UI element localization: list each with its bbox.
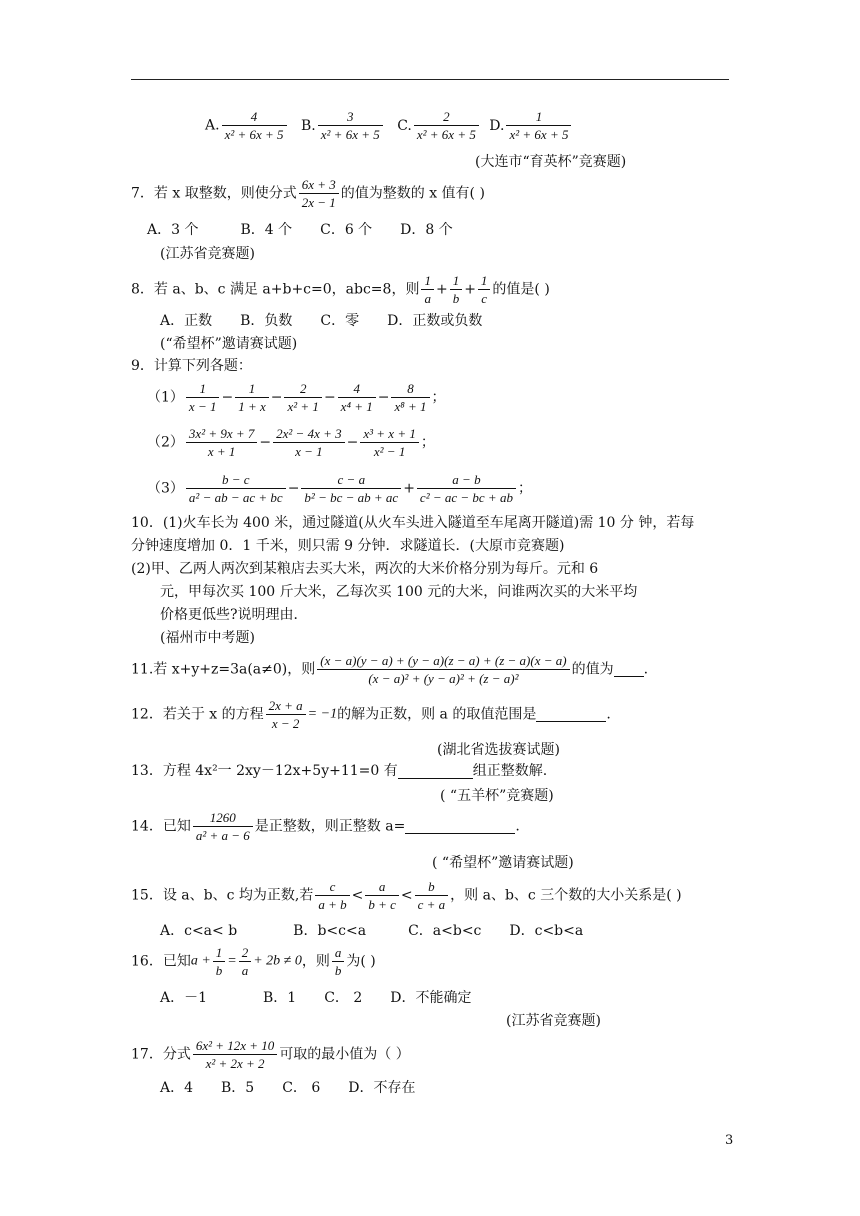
question-17 — [131, 1037, 410, 1072]
q10-line-4: 元，甲每次买 100 斤大米，乙每次买 100 元的大米，问谁两次买的大米平均 — [160, 584, 638, 600]
fraction-numerator: 4 — [222, 108, 287, 126]
fraction-numerator: a — [365, 878, 399, 896]
fraction-denominator: x − 1 — [295, 444, 323, 459]
text-run: 16．已知 — [131, 953, 191, 970]
fraction-denominator: x² + 6x + 5 — [509, 127, 569, 142]
fraction — [186, 425, 257, 460]
q9-part-3 — [147, 471, 532, 506]
fraction — [186, 471, 286, 506]
page-number: 3 — [725, 1133, 734, 1148]
source-note: (江苏省竞赛题) — [160, 246, 255, 262]
fraction-numerator: 3x² + 9x + 7 — [186, 425, 257, 443]
fraction — [266, 697, 306, 732]
fraction-numerator: 2 — [239, 944, 252, 962]
fraction — [301, 471, 401, 506]
fraction-numerator: a − b — [417, 471, 516, 489]
text-run: = — [227, 953, 237, 969]
q17-options: A．4 B．5 C． 6 D．不存在 — [160, 1080, 416, 1096]
fraction-denominator: a — [241, 963, 249, 978]
text-run: 的值是( ) — [492, 281, 550, 298]
fraction-denominator: 2x − 1 — [301, 195, 336, 210]
text-run: 14．已知 — [131, 818, 191, 835]
fraction-numerator: 1260 — [193, 809, 253, 827]
text-run: < — [400, 887, 413, 904]
text-run: < — [351, 887, 364, 904]
text-run: + — [435, 281, 448, 298]
fraction-numerator: 4 — [338, 380, 376, 398]
fraction-numerator: 6x² + 12x + 10 — [193, 1037, 277, 1055]
text-run: D. — [489, 117, 505, 134]
text-run: 17．分式 — [131, 1046, 191, 1063]
question-12 — [131, 697, 611, 732]
fraction-numerator: a — [332, 944, 345, 962]
fraction-denominator: a² − ab − ac + bc — [188, 490, 283, 505]
question-11 — [131, 652, 648, 687]
fraction-numerator: 2x + a — [266, 697, 306, 715]
text-run: − — [270, 389, 283, 406]
fraction-denominator: x² + 1 — [287, 399, 319, 414]
text-run: + — [464, 281, 476, 298]
fraction — [193, 809, 253, 844]
fraction-denominator: x² + 2x + 2 — [205, 1056, 265, 1071]
question-15 — [131, 878, 682, 913]
question-16 — [131, 944, 376, 979]
text-run: 的值为 — [571, 661, 614, 678]
fraction-denominator: x² + 6x + 5 — [416, 127, 476, 142]
fraction-numerator: 6x + 3 — [299, 176, 339, 194]
fraction-denominator: b — [334, 963, 342, 978]
text-run: + — [403, 480, 415, 497]
text-run: （3） — [147, 480, 184, 497]
source-note: (湖北省选拔赛试题) — [437, 742, 560, 758]
question-9-title: 9．计算下列各题： — [131, 358, 252, 374]
fraction-denominator: x² − 1 — [373, 444, 406, 459]
fraction — [222, 108, 287, 143]
fraction-denominator: b — [215, 963, 223, 978]
text-run: − — [377, 389, 390, 406]
text-run: 13．方程 4x²一 2xy－12x+5y+11=0 有 — [131, 763, 398, 779]
q9-part-1 — [147, 380, 446, 415]
fraction — [414, 108, 479, 143]
answer-blank — [536, 707, 606, 722]
fraction-denominator: x² + 6x + 5 — [224, 127, 284, 142]
text-run: 8．若 a、b、c 满足 a+b+c=0，abc=8，则 — [131, 281, 420, 298]
fraction — [450, 272, 463, 307]
fraction — [284, 380, 321, 415]
question-8 — [131, 272, 550, 307]
fraction — [213, 944, 226, 979]
fraction-denominator: b — [452, 291, 460, 306]
text-run: ； — [420, 434, 435, 451]
fraction — [365, 878, 399, 913]
source-note: ( “希望杯”邀请赛试题) — [432, 855, 574, 871]
fraction-numerator: c − a — [301, 471, 401, 489]
fraction-numerator: 1 — [213, 944, 226, 962]
q15-options: A．c<a< b B．b<c<a C．a<b<c D．c<b<a — [160, 923, 584, 939]
fraction-numerator: 2 — [414, 108, 479, 126]
text-run: ，则 — [301, 953, 330, 970]
text-run: . — [606, 706, 611, 723]
fraction-numerator: (x − a)(y − a) + (y − a)(z − a) + (z − a)(x − a) — [317, 652, 569, 670]
source-note: ( “五羊杯”竞赛题) — [440, 788, 554, 804]
fraction-numerator: b − c — [186, 471, 286, 489]
text-run: . — [515, 818, 520, 835]
text-run: 可取的最小值为（ ） — [279, 1046, 410, 1063]
source-note: (大连市“育英杯”竞赛题) — [475, 154, 627, 170]
fraction-denominator: x − 1 — [188, 399, 217, 414]
source-note: (“希望杯”邀请赛试题) — [160, 336, 298, 352]
text-run: 7．若 x 取整数，则使分式 — [131, 185, 297, 202]
fraction-denominator: a + b — [318, 897, 347, 912]
text-run: = −1 — [307, 706, 338, 722]
fraction-denominator: c + a — [417, 897, 446, 912]
fraction-denominator: a² + a − 6 — [195, 828, 250, 843]
fraction — [318, 108, 383, 143]
fraction-denominator: a — [424, 291, 431, 306]
fraction-numerator: 1 — [421, 272, 434, 290]
fraction-denominator: x + 1 — [207, 444, 236, 459]
fraction — [360, 425, 418, 460]
fraction-denominator: x − 2 — [271, 716, 300, 731]
q10-line-3: (2)甲、乙两人两次到某粮店去买大米，两次的大米价格分别为每斤。元和 6 — [131, 561, 599, 577]
header-rule — [131, 79, 729, 80]
text-run: 15．设 a、b、c 均为正数,若 — [131, 887, 314, 904]
text-run: A. — [205, 117, 220, 134]
fraction — [239, 944, 252, 979]
fraction — [317, 652, 569, 687]
fraction — [417, 471, 516, 506]
fraction-numerator: 1 — [450, 272, 463, 290]
fraction-denominator: c² − ac − bc + ab — [419, 490, 513, 505]
answer-blank — [614, 662, 644, 677]
text-run: − — [346, 434, 359, 451]
fraction — [299, 176, 339, 211]
fraction-denominator: x² + 6x + 5 — [320, 127, 380, 142]
fraction — [421, 272, 434, 307]
fraction-denominator: x⁸ + 1 — [394, 399, 427, 414]
answer-blank — [405, 819, 515, 834]
q10-line-5: 价格更低些?说明理由． — [160, 607, 308, 623]
q6-options — [205, 108, 573, 143]
fraction-numerator: c — [315, 878, 349, 896]
fraction — [193, 1037, 277, 1072]
source-note: (江苏省竞赛题) — [506, 1013, 601, 1029]
fraction-denominator: (x − a)² + (y − a)² + (z − a)² — [368, 671, 519, 686]
fraction-numerator: 2 — [284, 380, 321, 398]
q10-line-1: 10．(1)火车长为 400 米，通过隧道(从火车头进入隧道至车尾离开隧道)需 10 分 钟，若每 — [131, 515, 695, 531]
fraction-numerator: 1 — [478, 272, 491, 290]
text-run: − — [259, 434, 272, 451]
fraction-denominator: x⁴ + 1 — [340, 399, 373, 414]
text-run: （2） — [147, 434, 184, 451]
fraction-numerator: 1 — [186, 380, 220, 398]
text-run: a + — [190, 953, 211, 969]
text-run: 是正整数，则正整数 a= — [254, 818, 406, 835]
fraction-numerator: 1 — [506, 108, 571, 126]
text-run: 11.若 x+y+z=3a(a≠0)，则 — [131, 661, 316, 678]
text-run: − — [221, 389, 234, 406]
q9-part-2 — [147, 425, 435, 460]
text-run: − — [287, 480, 300, 497]
fraction-denominator: c — [481, 291, 488, 306]
q10-line-2: 分钟速度增加 0．1 千米，则只需 9 分钟．求隧道长．(大原市竞赛题) — [131, 538, 565, 554]
text-run: − — [323, 389, 336, 406]
question-7 — [131, 176, 485, 211]
q16-options: A．－1 B．1 C． 2 D．不能确定 — [160, 990, 472, 1006]
fraction — [478, 272, 491, 307]
fraction-numerator: 2x² − 4x + 3 — [273, 425, 344, 443]
text-run: B. — [301, 117, 316, 134]
fraction-numerator: x³ + x + 1 — [360, 425, 418, 443]
fraction — [332, 944, 345, 979]
fraction-numerator: b — [415, 878, 449, 896]
text-run: 的解为正数，则 a 的取值范围是 — [337, 706, 537, 723]
fraction-denominator: b + c — [368, 897, 396, 912]
text-run: + 2b ≠ 0 — [253, 953, 302, 969]
q8-options: A．正数 B．负数 C．零 D．正数或负数 — [160, 313, 483, 329]
fraction — [315, 878, 349, 913]
text-run: 的值为整数的 x 值有( ) — [340, 185, 485, 202]
source-note: (福州市中考题) — [160, 630, 255, 646]
text-run: ，则 a、b、c 三个数的大小关系是( ) — [450, 887, 682, 904]
text-run: C. — [397, 117, 412, 134]
fraction — [186, 380, 220, 415]
q7-options: A．3 个 B．4 个 C．6 个 D．8 个 — [147, 222, 453, 238]
answer-blank — [398, 764, 473, 779]
fraction-numerator: 1 — [235, 380, 269, 398]
text-run: 组正整数解. — [472, 763, 548, 779]
text-run: ； — [517, 480, 532, 497]
fraction-numerator: 8 — [391, 380, 429, 398]
fraction-denominator: 1 + x — [238, 399, 266, 414]
question-14 — [131, 809, 520, 844]
text-run: （1） — [147, 389, 184, 406]
fraction-denominator: b² − bc − ab + ac — [304, 490, 399, 505]
fraction — [235, 380, 269, 415]
text-run: 12．若关于 x 的方程 — [131, 706, 264, 723]
fraction — [415, 878, 449, 913]
text-run: 为( ) — [346, 953, 376, 970]
fraction — [391, 380, 429, 415]
fraction — [338, 380, 376, 415]
text-run: . — [643, 661, 649, 678]
fraction — [273, 425, 344, 460]
fraction-numerator: 3 — [318, 108, 383, 126]
question-13 — [131, 762, 547, 780]
text-run: ； — [431, 389, 446, 406]
fraction — [506, 108, 571, 143]
